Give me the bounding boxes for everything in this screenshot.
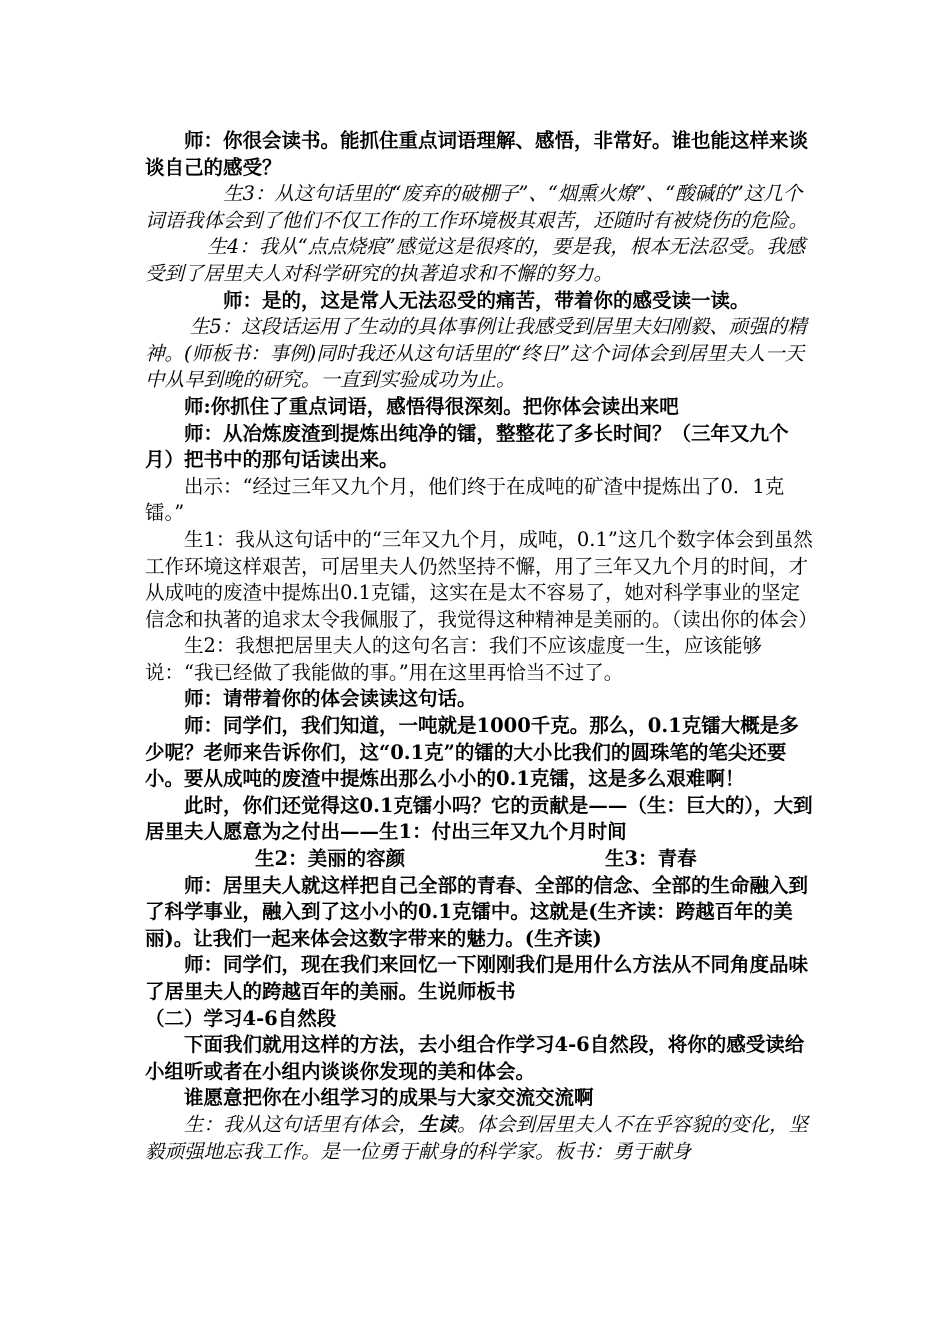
teacher-line-11: 谁愿意把你在小组学习的成果与大家交流交流啊: [184, 1086, 594, 1110]
teacher-line-6: 师：同学们，我们知道，一吨就是1000千克。那么，0.1克镭大概是多少呢？老师来告诉你们，这“0.1克”的镭的大小比我们的圆珠笔的笔尖还要小。要从成吨的废渣中提炼出那么小小的0.1克镭，这是多么艰难啊！: [145, 714, 799, 791]
student-answer-3: 生3：青春: [605, 847, 697, 871]
teacher-line-9: 师：同学们，现在我们来回忆一下刚刚我们是用什么方法从不同角度品味了居里夫人的跨越百年的美丽。生说师板书: [145, 953, 809, 1003]
student-line-8-part3: 。体会到居里夫人不在乎容貌的变化，坚毅顽强地忘我工作。是一位勇于献身的科学家。板书：勇于献身: [145, 1112, 809, 1163]
teacher-line-8: 师：居里夫人就这样把自己全部的青春、全部的信念、全部的生命融入到了科学事业，融入到了这小小的0.1克镭中。这就是(生齐读：跨越百年的美丽)。让我们一起来体会这数字带来的魅力。(生齐读): [145, 873, 809, 950]
section-heading: （二）学习4-6自然段: [145, 1006, 337, 1030]
document-page: [145, 128, 818, 1165]
student-answers-row: [145, 846, 813, 873]
teacher-line-10: 下面我们就用这样的方法，去小组合作学习4-6自然段，将你的感受读给小组听或者在小组内谈谈你发现的美和体会。: [145, 1033, 805, 1083]
student-line-8-part1: 生：我从这句话里有体会，: [184, 1112, 419, 1136]
student-answer-2: 生2：美丽的容颜: [255, 847, 406, 871]
teacher-line-4: 师：从冶炼废渣到提炼出纯净的镭，整整花了多长时间？（三年又九个月）把书中的那句话读出来。: [145, 421, 789, 472]
teacher-line-3: 师:你抓住了重点词语，感悟得很深刻。把你体会读出来吧: [184, 394, 679, 418]
student-line-7: 生2：我想把居里夫人的这句名言：我们不应该虚度一生，应该能够说：“我已经做了我能做的事。”用在这里再恰当不过了。: [145, 634, 762, 684]
teacher-line-7: 此时，你们还觉得这0.1克镭小吗？它的贡献是——（生：巨大的），大到居里夫人愿意为之付出——生1：付出三年又九个月时间: [145, 793, 813, 844]
student-line-5: 生5：这段话运用了生动的具体事例让我感受到居里夫妇刚毅、顽强的精神。(师板书：事例)同时我还从这句话里的“终日”这个词体会到居里夫人一天中从早到晚的研究。一直到实验成功为止。: [145, 315, 807, 392]
student-line-6: 生1：我从这句话中的“三年又九个月，成吨，0.1”这几个数字体会到虽然工作环境这样艰苦，可居里夫人仍然坚持不懈，用了三年又九个月的时间，才从成吨的废渣中提炼出0.1克镭，这实在是太不容易了，她对科学事业的坚定信念和执著的追求太令我佩服了，我觉得这种精神是美丽的。（读出你的体会）: [145, 527, 818, 631]
teacher-line-1: 师：你很会读书。能抓住重点词语理解、感悟，非常好。谁也能这样来谈谈自己的感受？: [145, 129, 809, 179]
teacher-line-5: 师：请带着你的体会读读这句话。: [184, 687, 477, 711]
student-line-3: 生3：从这句话里的“废弃的破棚子”、“烟熏火燎”、“酸碱的”这几个词语我体会到了他们不仅工作的工作环境极其艰苦，还随时有被烧伤的危险。: [145, 182, 809, 232]
teacher-line-2: 师：是的，这是常人无法忍受的痛苦，带着你的感受读一读。: [223, 288, 750, 312]
student-line-8-part2: 生读: [418, 1112, 458, 1136]
display-quote: 出示：“经过三年又九个月，他们终于在成吨的矿渣中提炼出了0．1克镭。”: [145, 474, 785, 525]
student-line-8: [145, 1112, 813, 1165]
student-line-4: 生4：我从“点点烧痕”感觉这是很疼的，要是我，根本无法忍受。我感受到了居里夫人对科学研究的执著追求和不懈的努力。: [145, 235, 806, 285]
